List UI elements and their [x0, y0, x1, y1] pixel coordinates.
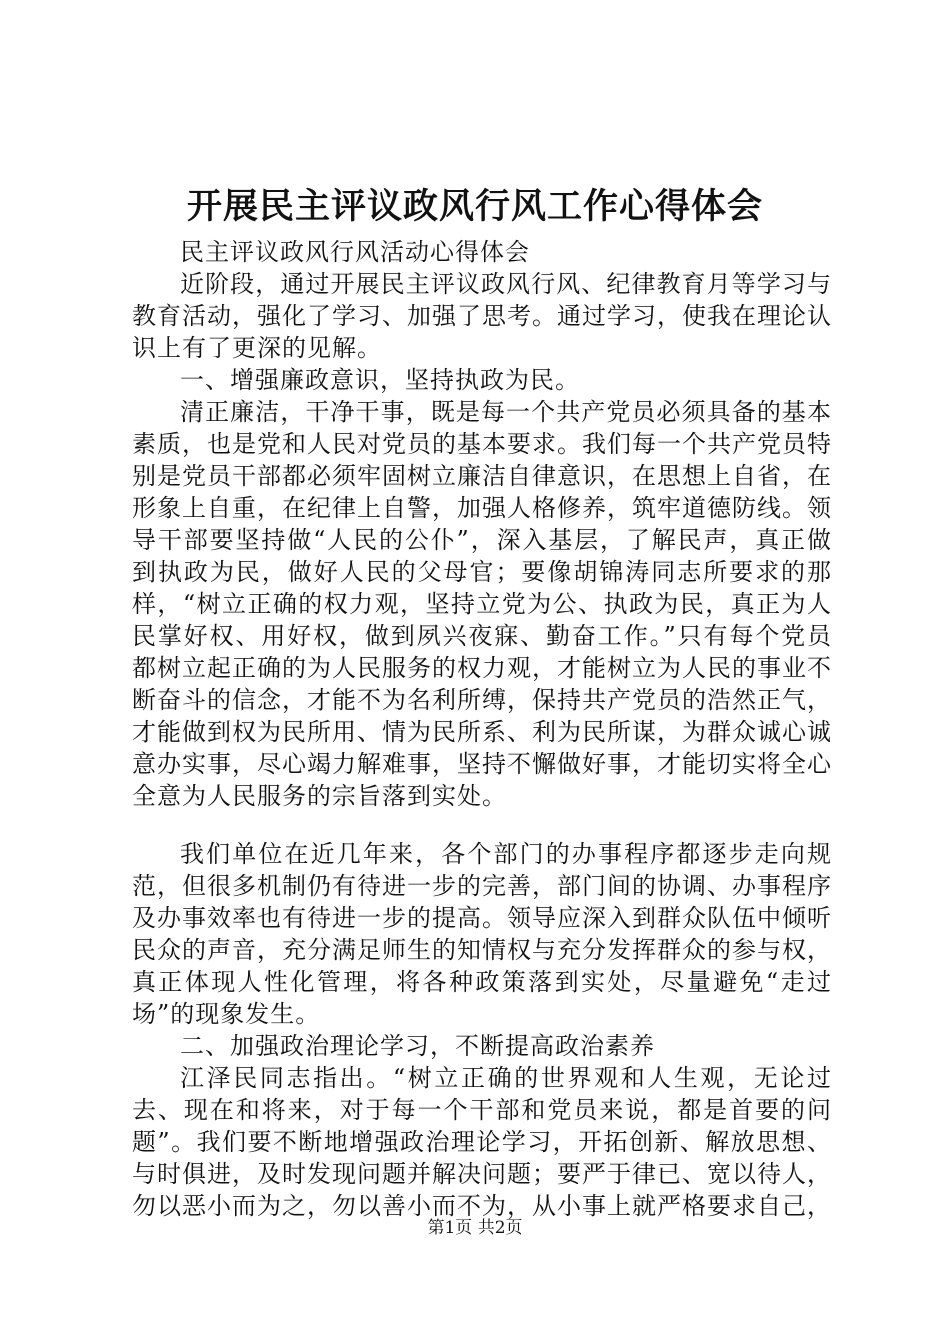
paragraph-intro: 近阶段，通过开展民主评议政风行风、纪律教育月等学习与教育活动，强化了学习、加强了思考。通过学习，使我在理论认识上有了更深的见解。: [132, 270, 832, 362]
section-heading-2: 二、加强政治理论学习，不断提高政治素养: [180, 1032, 655, 1060]
document-title: 开展民主评议政风行风工作心得体会: [186, 186, 763, 227]
paragraph-integrity: 清正廉洁，干净干事，既是每一个共产党员必须具备的基本素质，也是党和人民对党员的基本要求。我们每一个共产党员特别是党员干部都必须牢固树立廉洁自律意识，在思想上自省，在形象上自重，在纪律上自警，加强人格修养，筑牢道德防线。领导干部要坚持做“人民的公仆”，深入基层，了解民声，真正做到执政为民，做好人民的父母官；要像胡锦涛同志所要求的那样，“树立正确的权力观，坚持立党为公、执政为民，真正为人民掌好权、用好权，做到夙兴夜寐、勤奋工作。”只有每个党员都树立起正确的为人民服务的权力观，才能树立为人民的事业不断奋斗的信念，才能不为名利所缚，保持共产党员的浩然正气，才能做到权为民所用、情为民所系、利为民所谋，为群众诚心诚意办实事，尽心竭力解难事，坚持不懈做好事，才能切实将全心全意为人民服务的宗旨落到实处。: [132, 398, 832, 810]
document-body: [132, 236, 832, 1222]
section-heading-1: 一、增强廉政意识，坚持执政为民。: [180, 366, 580, 394]
paragraph-theory: 江泽民同志指出。“树立正确的世界观和人生观，无论过去、现在和将来，对于每一个干部和党员来说，都是首要的问题”。我们要不断地增强政治理论学习，开拓创新、解放思想、与时俱进，及时发现问题并解决问题；要严于律已、宽以待人，勿以恶小而为之，勿以善小而不为，从小事上就严格要求自己，: [132, 1064, 832, 1220]
paragraph-unit: 我们单位在近几年来，各个部门的办事程序都逐步走向规范，但很多机制仍有待进一步的完善，部门间的协调、办事程序及办事效率也有待进一步的提高。领导应深入到群众队伍中倾听民众的声音，充分满足师生的知情权与充分发挥群众的参与权，真正体现人性化管理，将各种政策落到实处，尽量避免“走过场”的现象发生。: [132, 840, 832, 1028]
paragraph-subtitle: 民主评议政风行风活动心得体会: [180, 238, 530, 266]
page-footer: 第1页 共2页: [427, 1218, 523, 1238]
